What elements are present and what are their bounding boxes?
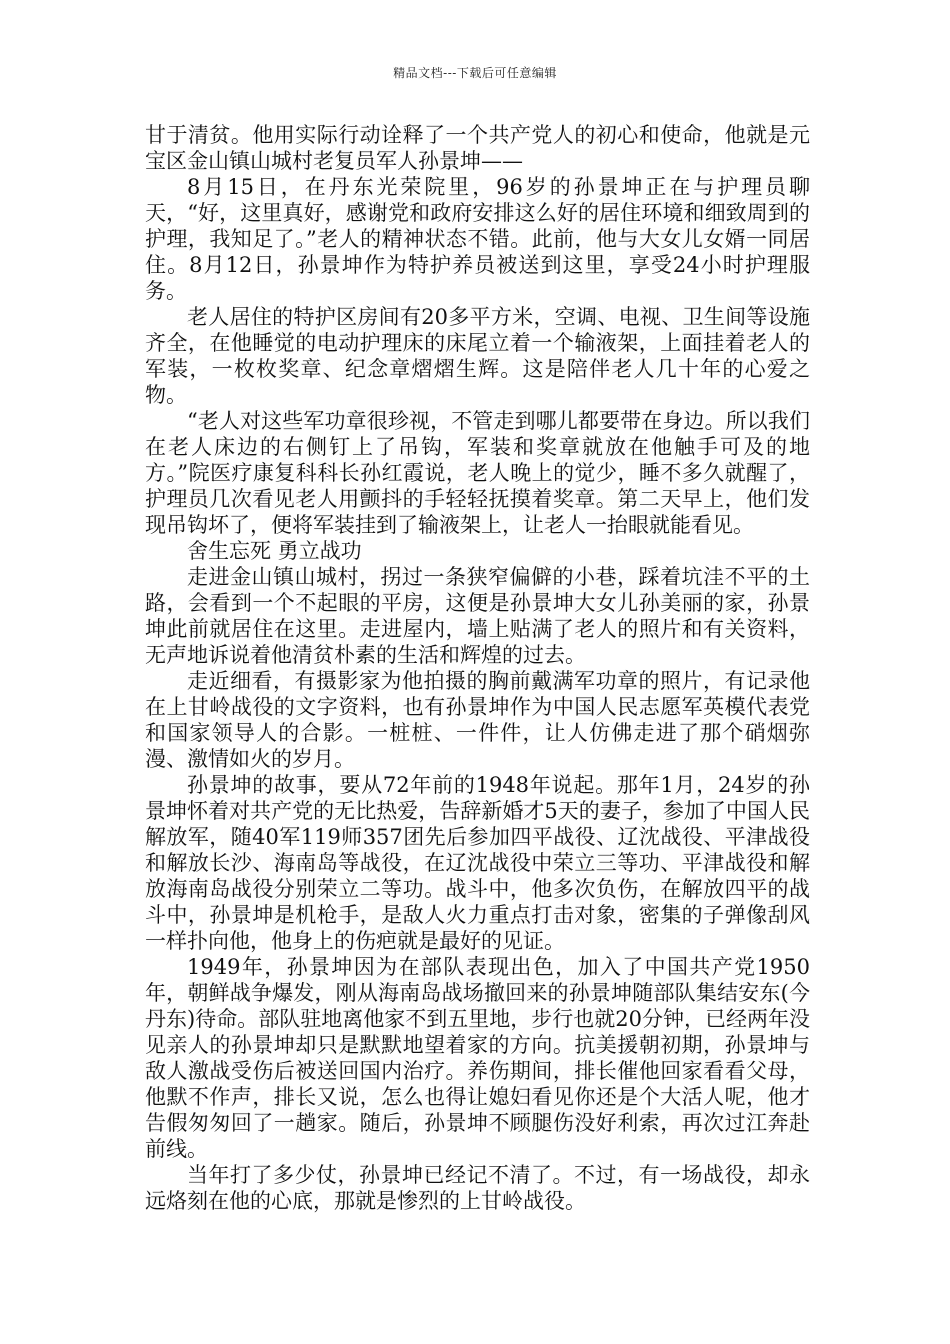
paragraph-6: 走近细看，有摄影家为他拍摄的胸前戴满军功章的照片，有记录他在上甘岭战役的文字资料，也有孙景坤作为中国人民志愿军英模代表党和国家领导人的合影。一桩桩、一件件，让人仿佛走进了那个硝烟弥漫、激情如火的岁月。	[145, 669, 810, 771]
section-heading: 舍生忘死 勇立战功	[187, 539, 362, 563]
paragraph-1: 甘于清贫。他用实际行动诠释了一个共产党人的初心和使命，他就是元宝区金山镇山城村老复员军人孙景坤——	[145, 123, 810, 173]
paragraph-3: 老人居住的特护区房间有20多平方米，空调、电视、卫生间等设施齐全，在他睡觉的电动护理床的床尾立着一个输液架，上面挂着老人的军装，一枚枚奖章、纪念章熠熠生辉。这是陪伴老人几十年的心爱之物。	[145, 305, 810, 407]
paragraph-9: 当年打了多少仗，孙景坤已经记不清了。不过，有一场战役，却永远烙刻在他的心底，那就是惨烈的上甘岭战役。	[145, 1163, 810, 1213]
page-header: 精品文档---下载后可任意编辑	[393, 66, 557, 80]
paragraph-8: 1949年，孙景坤因为在部队表现出色，加入了中国共产党1950年，朝鲜战争爆发，刚从海南岛战场撤回来的孙景坤随部队集结安东(今丹东)待命。部队驻地离他家不到五里地，步行也就20分钟，已经两年没见亲人的孙景坤却只是默默地望着家的方向。抗美援朝初期，孙景坤与敌人激战受伤后被送回国内治疗。养伤期间，排长催他回家看看父母，他默不作声，排长又说，怎么也得让媳妇看见你还是个大活人呢，他才告假匆匆回了一趟家。随后，孙景坤不顾腿伤没好利索，再次过江奔赴前线。	[145, 955, 810, 1161]
paragraph-4: “老人对这些军功章很珍视，不管走到哪儿都要带在身边。所以我们在老人床边的右侧钉上了吊钩，军装和奖章就放在他触手可及的地方。”院医疗康复科科长孙红霞说，老人晚上的觉少，睡不多久就醒了，护理员几次看见老人用颤抖的手轻轻抚摸着奖章。第二天早上，他们发现吊钩坏了，便将军装挂到了输液架上，让老人一抬眼就能看见。	[145, 409, 810, 537]
paragraph-7: 孙景坤的故事，要从72年前的1948年说起。那年1月，24岁的孙景坤怀着对共产党的无比热爱，告辞新婚才5天的妻子，参加了中国人民解放军，随40军119师357团先后参加四平战役、辽沈战役、平津战役和解放长沙、海南岛等战役，在辽沈战役中荣立三等功、平津战役和解放海南岛战役分别荣立二等功。战斗中，他多次负伤，在解放四平的战斗中，孙景坤是机枪手，是敌人火力重点打击对象，密集的子弹像刮风一样扑向他，他身上的伤疤就是最好的见证。	[145, 773, 810, 953]
document-body	[145, 122, 810, 1214]
paragraph-5: 走进金山镇山城村，拐过一条狭窄偏僻的小巷，踩着坑洼不平的土路，会看到一个不起眼的平房，这便是孙景坤大女儿孙美丽的家，孙景坤此前就居住在这里。走进屋内，墙上贴满了老人的照片和有关资料，无声地诉说着他清贫朴素的生活和辉煌的过去。	[145, 565, 810, 667]
paragraph-2: 8月15日，在丹东光荣院里，96岁的孙景坤正在与护理员聊天，“好，这里真好，感谢党和政府安排这么好的居住环境和细致周到的护理，我知足了。”老人的精神状态不错。此前，他与大女儿女婿一同居住。8月12日，孙景坤作为特护养员被送到这里，享受24小时护理服务。	[145, 175, 810, 303]
